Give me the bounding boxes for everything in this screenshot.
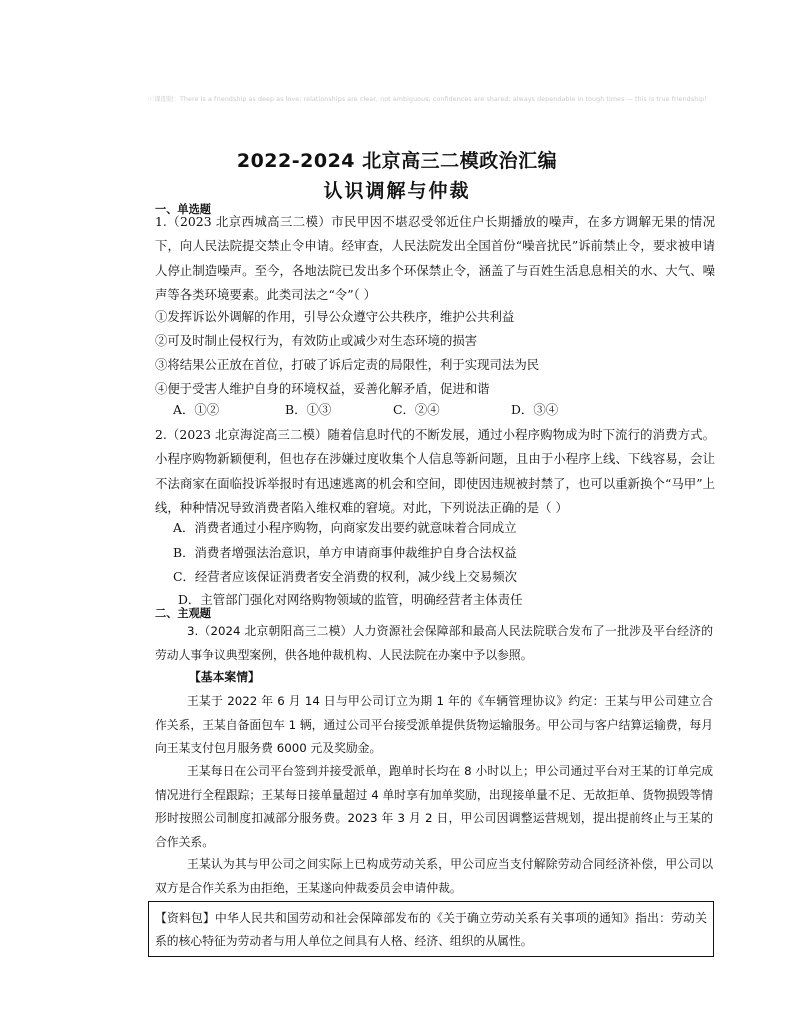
question-2-option-c: C．经营者应该保证消费者安全消费的权利，减少线上交易频次 <box>173 569 518 584</box>
question-2-option-b: B．消费者增强法治意识，单方申请商事仲裁维护自身合法权益 <box>173 545 517 560</box>
section-heading-subjective: 二、主观题 <box>155 607 211 620</box>
watermark: ⓒ课即附：There is a friendship as deep as love; relationships are clear, not ambiguous; confidences are shared; always dependable in tough times — this is true friendship! <box>148 96 707 103</box>
material-box <box>148 901 714 957</box>
document-subtitle: 认识调解与仲裁 <box>323 180 471 202</box>
question-2-option-d: D．主管部门强化对网络购物领域的监管，明确经营者主体责任 <box>178 592 523 607</box>
question-1-item: ④便于受害人维护自身的环境权益，妥善化解矛盾，促进和谐 <box>155 381 490 396</box>
question-1-stem: 1.（2023 北京西城高三二模）市民甲因不堪忍受邻近住户长期播放的噪声，在多方调解无果的情况下，向人民法院提交禁止令申请。经审查，人民法院发出全国首份“噪音扰民”诉前禁止令，要求被申请人停止制造噪声。至今，各地法院已发出多个环保禁止令，涵盖了与百姓生活息息相关的水、大气、噪声等各类环境要素。此类司法之“令”（ ） <box>155 214 715 302</box>
option-a: A．①② <box>173 402 220 417</box>
question-1-item: ②可及时制止侵权行为，有效防止或减少对生态环境的损害 <box>155 333 478 348</box>
question-3-intro: 3.（2024 北京朝阳高三二模）人力资源社会保障部和最高人民法院联合发布了一批涉及平台经济的劳动人事争议典型案例，供各地仲裁机构、人民法院在办案中予以参照。 <box>155 624 713 662</box>
option-d: D．③④ <box>511 402 559 417</box>
case-heading: 【基本案情】 <box>189 670 260 684</box>
question-2-stem: 2.（2023 北京海淀高三二模）随着信息时代的不断发展，通过小程序购物成为时下流行的消费方式。小程序购物新颖便利，但也存在涉嫌过度收集个人信息等新问题，且由于小程序上线、下线容易，会让不法商家在面临投诉举报时有迅速逃离的机会和空间，即使因违规被封禁了，也可以重新换个“马甲”上线，种种情况导致消费者陷入维权难的窘境。对此，下列说法正确的是（ ） <box>155 427 715 515</box>
case-paragraph: 王某于 2022 年 6 月 14 日与甲公司订立为期 1 年的《车辆管理协议》约定：王某与甲公司建立合作关系，王某自备面包车 1 辆，通过公司平台接受派单提供货物运输服务。甲公司与客户结算运输费，每月向王某支付包月服务费 6000 元及奖励金。 <box>155 694 713 755</box>
question-1-item: ①发挥诉讼外调解的作用，引导公众遵守公共秩序，维护公共利益 <box>155 309 515 324</box>
case-paragraph: 王某认为其与甲公司之间实际上已构成劳动关系，甲公司应当支付解除劳动合同经济补偿，甲公司以双方是合作关系为由拒绝，王某遂向仲裁委员会申请仲裁。 <box>155 857 713 895</box>
section-heading-single-choice: 一、单选题 <box>155 203 211 216</box>
option-b: B．①③ <box>285 402 332 417</box>
material-text: 【资料包】中华人民共和国劳动和社会保障部发布的《关于确立劳动关系有关事项的通知》指出：劳动关系的核心特征为劳动者与用人单位之间具有人格、经济、组织的从属性。 <box>155 911 707 948</box>
question-2-option-a: A．消费者通过小程序购物，向商家发出要约就意味着合同成立 <box>173 520 517 535</box>
case-paragraph: 王某每日在公司平台签到并接受派单，跑单时长均在 8 小时以上；甲公司通过平台对王某的订单完成情况进行全程跟踪；王某每日接单量超过 4 单时享有加单奖励，出现接单量不足、无故拒单、货物损毁等情形时按照公司制度扣减部分服务费。2023 年 3 月 2 日，甲公司因调整运营规划，提出提前终止与王某的合作关系。 <box>155 764 713 849</box>
document-title: 2022-2024 北京高三二模政治汇编 <box>236 150 558 172</box>
option-c: C．②④ <box>393 402 440 417</box>
question-1-item: ③将结果公正放在首位，打破了诉后定责的局限性，利于实现司法为民 <box>155 357 540 372</box>
